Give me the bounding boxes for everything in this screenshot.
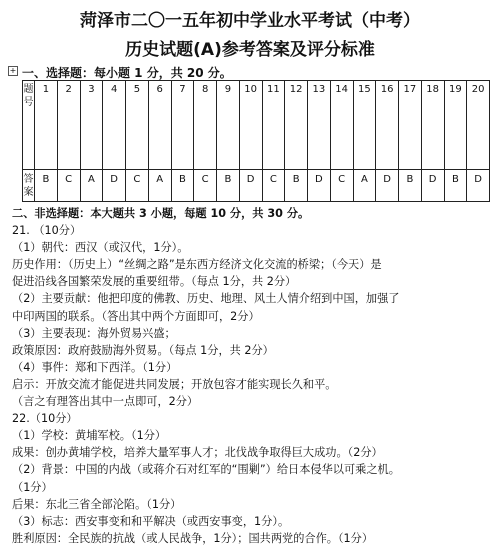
question-row-label: 题号 xyxy=(23,81,35,170)
question-number-cell: 10 xyxy=(239,81,262,170)
answer-line: 后果：东北三省全部沦陷。（1分） xyxy=(12,497,182,511)
answer-cell: A xyxy=(148,170,171,202)
question-number-cell: 1 xyxy=(35,81,58,170)
answer-cell: C xyxy=(330,170,353,202)
answer-line: 启示：开放交流才能促进共同发展；开放包容才能实现长久和平。 xyxy=(12,377,337,391)
answer-cell: B xyxy=(217,170,240,202)
question-number-cell: 18 xyxy=(421,81,444,170)
answer-cell: B xyxy=(444,170,467,202)
answer-line: 政策原因：政府鼓励海外贸易。（每点 1分，共 2分） xyxy=(12,343,274,357)
question-number-cell: 19 xyxy=(444,81,467,170)
answer-cell: C xyxy=(194,170,217,202)
answer-cell: C xyxy=(262,170,285,202)
question-number-cell: 20 xyxy=(467,81,490,170)
answer-cell: D xyxy=(376,170,399,202)
answer-cell: D xyxy=(421,170,444,202)
question-number-cell: 15 xyxy=(353,81,376,170)
answer-cell: A xyxy=(80,170,103,202)
question-number-cell: 7 xyxy=(171,81,194,170)
answer-lines xyxy=(12,222,494,547)
answer-row xyxy=(23,170,490,202)
answer-line: （4）事件：郑和下西洋。（1分） xyxy=(12,360,178,374)
question-number-cell: 4 xyxy=(103,81,126,170)
answer-cell: D xyxy=(308,170,331,202)
question-number-cell: 6 xyxy=(148,81,171,170)
answer-cell: B xyxy=(35,170,58,202)
question-number-cell: 14 xyxy=(330,81,353,170)
answer-line: 成果：创办黄埔学校，培养大量军事人才；北伐战争取得巨大成功。（2分） xyxy=(12,446,383,460)
answer-line: （言之有理答出其中一点即可，2分） xyxy=(12,395,199,409)
question-number-cell: 2 xyxy=(57,81,80,170)
answer-line: 胜利原因：全民族的抗战（或人民战争，1分）；国共两党的合作。（1分） xyxy=(12,531,374,545)
question-number-cell: 13 xyxy=(308,81,331,170)
answer-line: 22.（10分） xyxy=(12,412,78,426)
answer-line: （3）主要表现：海外贸易兴盛； xyxy=(12,326,176,340)
answer-row-label: 答案 xyxy=(23,170,35,202)
answer-line: 中印两国的联系。（答出其中两个方面即可，2分） xyxy=(12,309,260,323)
question-number-cell: 8 xyxy=(194,81,217,170)
section2-heading: 二、非选择题：本大题共 3 小题，每题 10 分，共 30 分。 xyxy=(12,207,310,220)
answer-cell: B xyxy=(171,170,194,202)
answer-line: （2）主要贡献：他把印度的佛教、历史、地理、风土人情介绍到中国，加强了 xyxy=(12,292,400,306)
answer-table xyxy=(22,80,490,202)
answer-line: 历史作用：（历史上）“丝绸之路”是东西方经济文化交流的桥梁；（今天）是 xyxy=(12,258,382,272)
section1-heading: 一、选择题：每小题 1 分，共 20 分。 xyxy=(22,66,232,80)
answer-line: 21. （10分） xyxy=(12,224,82,238)
question-number-row xyxy=(23,81,490,170)
question-number-cell: 9 xyxy=(217,81,240,170)
answer-cell: C xyxy=(126,170,149,202)
answer-cell: B xyxy=(285,170,308,202)
answer-line: （1分） xyxy=(12,480,53,494)
question-number-cell: 11 xyxy=(262,81,285,170)
answer-line: （2）背景：中国的内战（或蒋介石对红军的“围剿”）给日本侵华以可乘之机。 xyxy=(12,463,400,477)
answer-line: （1）朝代：西汉（或汉代，1分）。 xyxy=(12,241,189,255)
answer-cell: B xyxy=(399,170,422,202)
question-number-cell: 12 xyxy=(285,81,308,170)
answer-cell: C xyxy=(57,170,80,202)
question-number-cell: 17 xyxy=(399,81,422,170)
answer-cell: D xyxy=(103,170,126,202)
non-choice-answers xyxy=(12,205,494,547)
answer-cell: D xyxy=(239,170,262,202)
question-number-cell: 3 xyxy=(80,81,103,170)
exam-title: 菏泽市二〇一五年初中学业水平考试（中考） xyxy=(80,11,420,31)
answer-key-title: 历史试题(A)参考答案及评分标准 xyxy=(125,40,375,60)
answer-line: 促进沿线各国繁荣发展的重要纽带。（每点 1分，共 2分） xyxy=(12,275,297,289)
answer-cell: D xyxy=(467,170,490,202)
question-number-cell: 16 xyxy=(376,81,399,170)
table-move-handle-icon[interactable]: + xyxy=(9,66,17,75)
answer-line: （1）学校：黄埔军校。（1分） xyxy=(12,429,167,443)
question-number-cell: 5 xyxy=(126,81,149,170)
answer-line: （3）标志：西安事变和和平解决（或西安事变，1分）。 xyxy=(12,514,290,528)
answer-cell: A xyxy=(353,170,376,202)
